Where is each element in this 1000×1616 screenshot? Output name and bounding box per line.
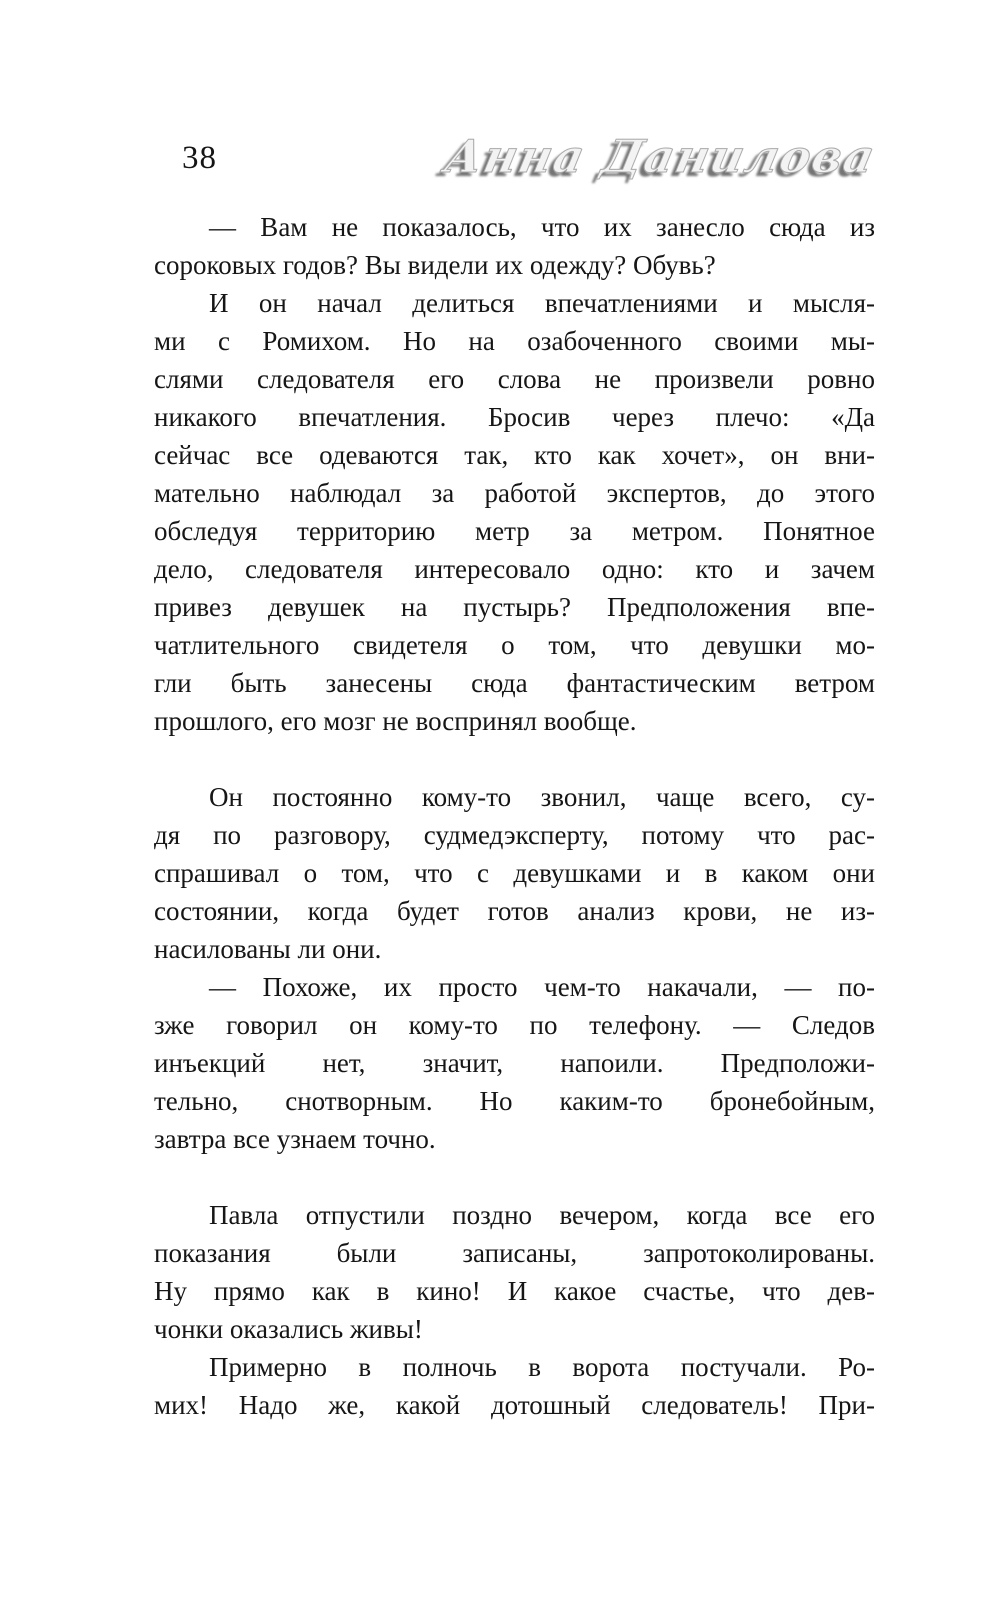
text-line: — Вам не показалось, что их занесло сюда из — [209, 212, 875, 242]
text-line: — Похоже, их просто чем-то накачали, — по- — [209, 972, 875, 1002]
text-line: тельно, снотворным. Но каким-то бронебойным, — [154, 1086, 875, 1116]
text-line: сейчас все одеваются так, кто как хочет», он вни- — [154, 440, 875, 470]
text-line: состоянии, когда будет готов анализ крови, не из- — [154, 896, 875, 926]
text-line: сороковых годов? Вы видели их одежду? Обувь? — [154, 250, 716, 280]
text-line: И он начал делиться впечатлениями и мысля- — [209, 288, 875, 318]
text-line: дело, следователя интересовало одно: кто и зачем — [154, 554, 875, 584]
text-line: чатлительного свидетеля о том, что девушки мо- — [154, 630, 875, 660]
text-line: привез девушек на пустырь? Предположения впе- — [154, 592, 875, 622]
text-line: зже говорил он кому-то по телефону. — Следов — [154, 1010, 875, 1040]
page-header — [154, 128, 881, 200]
paragraph — [154, 284, 875, 740]
author-header: Анна Данилова — [439, 130, 881, 183]
text-line: дя по разговору, судмедэксперту, потому что рас- — [154, 820, 875, 850]
text-line: мих! Надо же, какой дотошный следователь! При- — [154, 1390, 875, 1420]
text-line: Примерно в полночь в ворота постучали. Ро- — [209, 1352, 875, 1382]
paragraph — [154, 1348, 875, 1424]
text-line: Павла отпустили поздно вечером, когда все его — [209, 1200, 875, 1230]
page-text — [154, 208, 875, 1424]
text-line: обследуя территорию метр за метром. Понятное — [154, 516, 875, 546]
text-line: прошлого, его мозг не воспринял вообще. — [154, 706, 637, 736]
text-line: ми с Ромихом. Но на озабоченного своими мы- — [154, 326, 875, 356]
paragraph — [154, 968, 875, 1158]
page-number: 38 — [182, 140, 217, 176]
paragraph — [154, 778, 875, 968]
text-line: насилованы ли они. — [154, 934, 382, 964]
text-line: спрашивал о том, что с девушками и в каком они — [154, 858, 875, 888]
text-line: гли быть занесены сюда фантастическим ветром — [154, 668, 875, 698]
text-line: чонки оказались живы! — [154, 1314, 423, 1344]
text-line: инъекций нет, значит, напоили. Предположи- — [154, 1048, 875, 1078]
paragraph — [154, 1196, 875, 1348]
text-line: слями следователя его слова не произвели ровно — [154, 364, 875, 394]
text-line: завтра все узнаем точно. — [154, 1124, 436, 1154]
text-line: Он постоянно кому-то звонил, чаще всего, су- — [209, 782, 875, 812]
text-line: мательно наблюдал за работой экспертов, до этого — [154, 478, 875, 508]
text-line: показания были записаны, запротоколированы. — [154, 1238, 875, 1268]
text-line: Ну прямо как в кино! И какое счастье, что дев- — [154, 1276, 875, 1306]
text-line: никакого впечатления. Бросив через плечо: «Да — [154, 402, 875, 432]
paragraph — [154, 208, 875, 284]
